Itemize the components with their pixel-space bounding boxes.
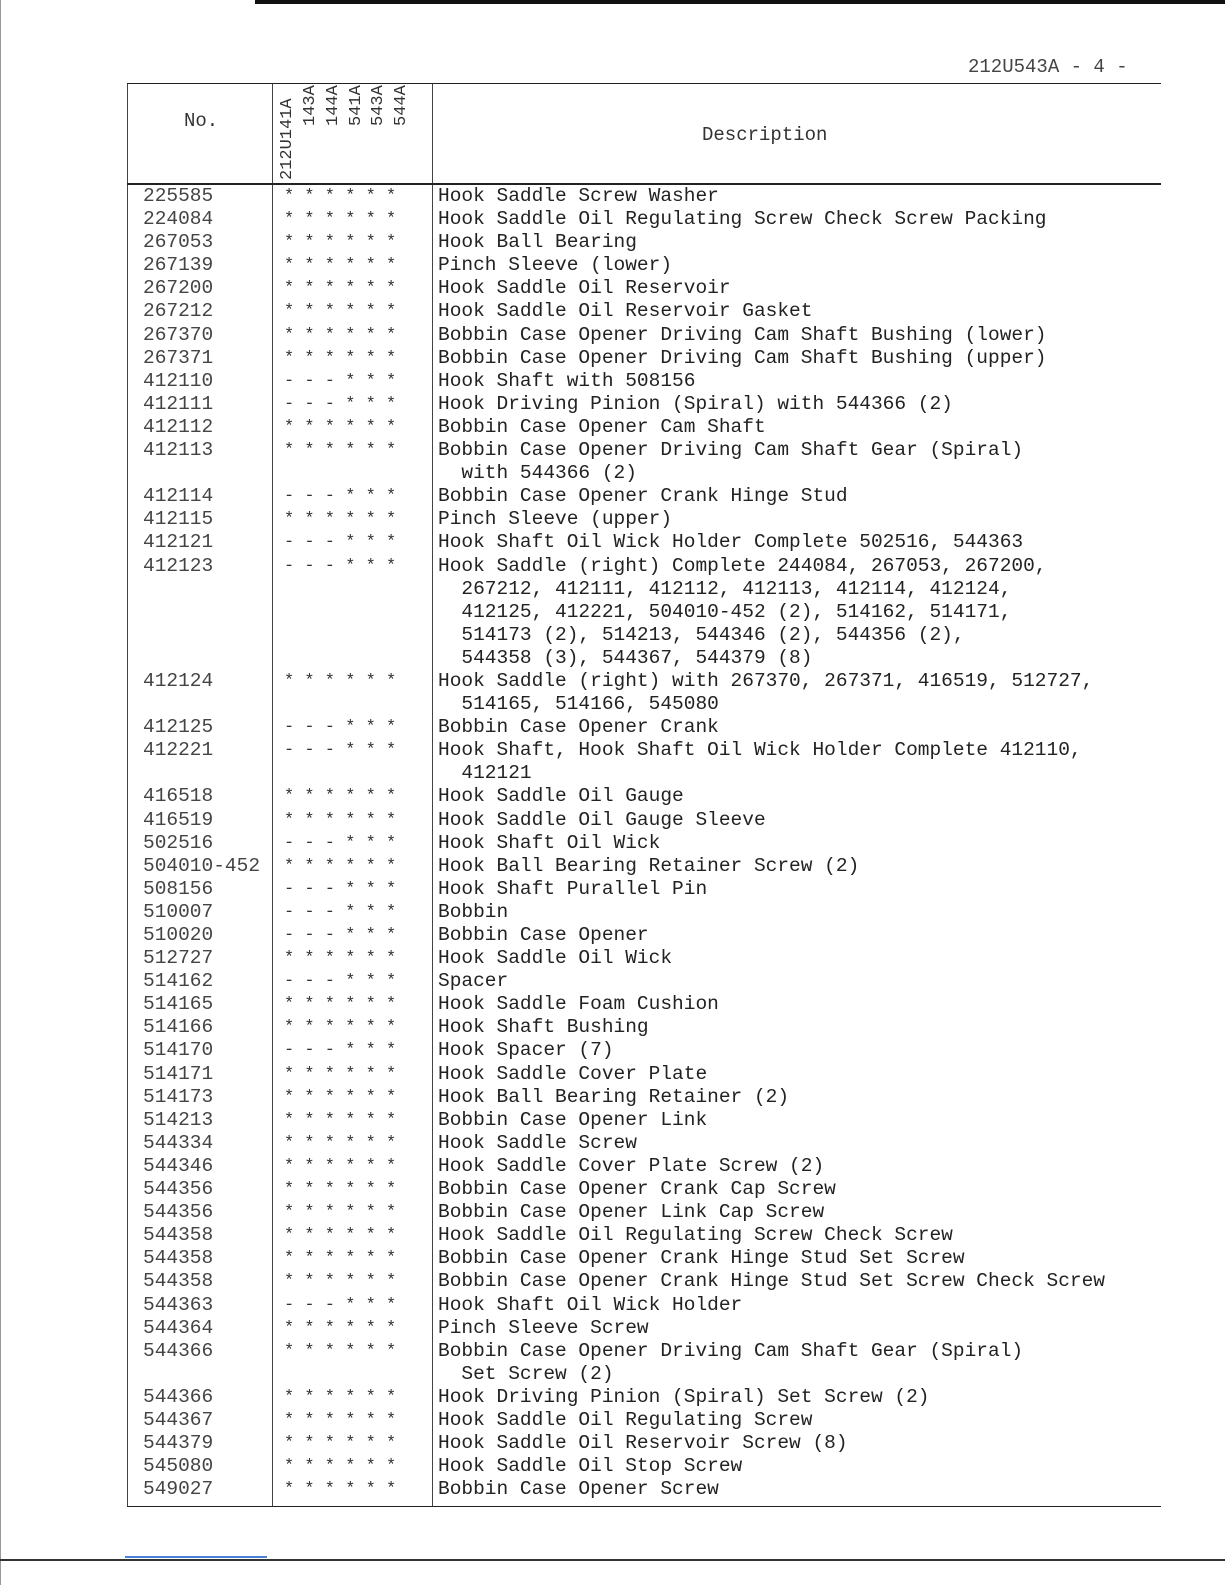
part-description [432, 231, 637, 254]
table-row [127, 1432, 1161, 1455]
part-number: 416519 [143, 808, 214, 831]
model-applicability: * * * * * * [284, 1133, 397, 1153]
model-applicability: * * * * * * [284, 1064, 397, 1084]
part-number: 514171 [143, 1062, 214, 1085]
model-applicability: * * * * * * [284, 856, 397, 876]
part-number: 544356 [143, 1178, 214, 1201]
model-applicability: * * * * * * [284, 671, 397, 691]
table-row [127, 1409, 1161, 1432]
model-applicability: * * * * * * [284, 256, 397, 276]
part-description [432, 1016, 649, 1039]
table-row [127, 1247, 1161, 1270]
table-row [127, 1386, 1161, 1409]
part-number: 544379 [143, 1432, 214, 1455]
part-number: 514166 [143, 1016, 214, 1039]
model-applicability: - - - * * * [284, 487, 397, 507]
part-description [432, 1086, 789, 1109]
description-line: Hook Shaft Purallel Pin [438, 877, 708, 900]
table-row [127, 485, 1161, 508]
model-applicability: * * * * * * [284, 1180, 397, 1200]
model-applicability: - - - * * * [284, 718, 397, 738]
model-label: 543A [369, 85, 388, 126]
description-line: with 544366 (2) [438, 462, 637, 485]
description-line: Hook Ball Bearing Retainer (2) [438, 1085, 790, 1108]
description-line: Hook Shaft Oil Wick Holder [438, 1293, 743, 1316]
table-row [127, 1317, 1161, 1340]
model-applicability: * * * * * * [284, 441, 397, 461]
part-number: 544366 [143, 1385, 214, 1408]
table-row [127, 716, 1161, 739]
part-description [432, 670, 1093, 716]
parts-table [127, 83, 1161, 1507]
table-row [127, 1455, 1161, 1478]
part-description [432, 1270, 1105, 1293]
part-description [432, 1294, 742, 1317]
part-description [432, 924, 649, 947]
table-row [127, 1178, 1161, 1201]
part-number: 416518 [143, 785, 214, 808]
table-row [127, 901, 1161, 924]
part-number: 412125 [143, 716, 214, 739]
part-number: 512727 [143, 947, 214, 970]
part-description [432, 370, 695, 393]
table-row [127, 832, 1161, 855]
part-description [432, 347, 1047, 370]
part-number: 412221 [143, 739, 214, 762]
table-body [127, 185, 1161, 1501]
model-applicability: * * * * * * [284, 1110, 397, 1130]
description-line: Bobbin Case Opener Crank Cap Screw [438, 1178, 836, 1201]
description-line: Bobbin [438, 900, 509, 923]
description-line: Hook Saddle (right) Complete 244084, 267053, 267200, [438, 554, 1047, 577]
table-row [127, 508, 1161, 531]
table-row [127, 324, 1161, 347]
part-description [432, 832, 660, 855]
part-description [432, 508, 672, 531]
part-number: 544364 [143, 1316, 214, 1339]
table-row [127, 185, 1161, 208]
part-number: 504010-452 [143, 854, 261, 877]
model-applicability: - - - * * * [284, 902, 397, 922]
model-applicability: * * * * * * [284, 995, 397, 1015]
table-row [127, 393, 1161, 416]
description-line: Bobbin Case Opener Link [438, 1108, 708, 1131]
header-models [279, 84, 429, 180]
table-row [127, 878, 1161, 901]
table-row [127, 1132, 1161, 1155]
description-line: Hook Saddle Oil Gauge Sleeve [438, 808, 766, 831]
table-row [127, 300, 1161, 323]
description-line: Bobbin Case Opener Screw [438, 1478, 719, 1501]
part-description [432, 1317, 649, 1340]
model-applicability: * * * * * * [284, 1387, 397, 1407]
top-rule [255, 0, 1225, 4]
table-row [127, 1478, 1161, 1501]
model-applicability: - - - * * * [284, 926, 397, 945]
description-line: 267212, 412111, 412112, 412113, 412114, 412124, [438, 577, 1012, 600]
table-row [127, 947, 1161, 970]
part-number: 544358 [143, 1224, 214, 1247]
description-line: Bobbin Case Opener Cam Shaft [438, 415, 766, 438]
part-number: 510007 [143, 900, 214, 923]
part-number: 267371 [143, 346, 214, 369]
page-edge [0, 0, 1, 1585]
page-reference: 212U543A - 4 - [968, 56, 1128, 78]
part-description [432, 855, 859, 878]
model-label: 544A [392, 85, 411, 126]
part-description [432, 208, 1047, 231]
part-number: 544358 [143, 1247, 214, 1270]
part-number: 502516 [143, 831, 214, 854]
part-number: 267053 [143, 231, 214, 254]
part-description [432, 809, 766, 832]
table-row [127, 1063, 1161, 1086]
description-line: Hook Saddle Oil Reservoir Screw (8) [438, 1432, 848, 1455]
table-row [127, 1270, 1161, 1293]
table-row [127, 1294, 1161, 1317]
part-description [432, 1386, 929, 1409]
part-description [432, 1455, 742, 1478]
part-number: 510020 [143, 924, 214, 946]
table-row [127, 785, 1161, 808]
model-applicability: * * * * * * [284, 348, 397, 368]
model-applicability: - - - * * * [284, 533, 397, 553]
part-description [432, 1039, 614, 1062]
description-line: Hook Saddle Cover Plate Screw (2) [438, 1154, 825, 1177]
model-label: 541A [347, 85, 366, 126]
part-description [432, 1155, 824, 1178]
part-description [432, 1132, 637, 1155]
part-description [432, 531, 1023, 554]
part-number: 544334 [143, 1131, 214, 1154]
description-line: Hook Shaft Oil Wick Holder Complete 502516, 544363 [438, 531, 1024, 554]
table-row [127, 1016, 1161, 1039]
description-line: 514173 (2), 514213, 544346 (2), 544356 (2), [438, 623, 965, 646]
description-line: 514165, 514166, 545080 [438, 693, 719, 716]
model-applicability: - - - * * * [284, 556, 397, 576]
description-line: Bobbin Case Opener Link Cap Screw [438, 1201, 825, 1224]
table-row [127, 1039, 1161, 1062]
part-number: 544363 [143, 1293, 214, 1316]
part-description [432, 1178, 836, 1201]
description-line: 412121 [438, 762, 532, 785]
part-number: 412114 [143, 485, 214, 508]
table-row [127, 1224, 1161, 1247]
description-line: Hook Saddle Cover Plate [438, 1062, 708, 1085]
description-line: Hook Saddle Foam Cushion [438, 993, 719, 1016]
description-line: Hook Driving Pinion (Spiral) Set Screw (2) [438, 1385, 930, 1408]
part-description [432, 439, 1023, 485]
model-applicability: * * * * * * [284, 1087, 397, 1107]
table-row [127, 231, 1161, 254]
part-number: 544356 [143, 1201, 214, 1224]
part-number: 514170 [143, 1039, 214, 1062]
model-applicability: * * * * * * [284, 787, 397, 807]
part-number: 549027 [143, 1478, 214, 1501]
model-label: 212U141A [278, 98, 297, 180]
table-row [127, 924, 1161, 947]
description-line: Hook Saddle Oil Wick [438, 947, 673, 970]
part-number: 412121 [143, 531, 214, 554]
part-description [432, 1109, 707, 1132]
description-line: Hook Shaft, Hook Shaft Oil Wick Holder Complete 412110, [438, 739, 1082, 762]
description-line: Bobbin Case Opener Crank Hinge Stud [438, 485, 848, 508]
model-applicability: * * * * * * [284, 1272, 397, 1292]
part-description [432, 1063, 707, 1086]
model-applicability: * * * * * * [284, 1480, 397, 1500]
description-line: Pinch Sleeve (lower) [438, 254, 673, 277]
part-description [432, 185, 719, 208]
part-description [432, 970, 508, 993]
part-number: 545080 [143, 1455, 214, 1478]
part-number: 544358 [143, 1270, 214, 1293]
model-applicability: * * * * * * [284, 325, 397, 345]
model-applicability: * * * * * * [284, 1457, 397, 1477]
model-label: 143A [301, 85, 320, 126]
description-line: Hook Saddle Oil Regulating Screw [438, 1408, 813, 1431]
description-line: Hook Saddle Oil Gauge [438, 785, 684, 808]
description-line: Hook Saddle Screw [438, 1131, 637, 1154]
part-description [432, 254, 672, 277]
description-line: Hook Driving Pinion (Spiral) with 544366 (2) [438, 392, 953, 415]
part-number: 224084 [143, 208, 214, 231]
part-number: 544367 [143, 1408, 214, 1431]
model-applicability: - - - * * * [284, 371, 397, 391]
description-line: 544358 (3), 544367, 544379 (8) [438, 646, 813, 669]
part-description [432, 947, 672, 970]
description-line: Hook Saddle Oil Stop Screw [438, 1455, 743, 1478]
table-row [127, 1201, 1161, 1224]
header-description: Description [702, 124, 828, 146]
description-line: Hook Saddle Oil Regulating Screw Check Screw [438, 1224, 953, 1247]
table-row [127, 347, 1161, 370]
model-applicability: * * * * * * [284, 1410, 397, 1430]
part-number: 225585 [143, 185, 214, 207]
part-number: 412112 [143, 415, 214, 438]
model-applicability: - - - * * * [284, 833, 397, 853]
part-description [432, 277, 731, 300]
part-number: 412113 [143, 439, 214, 462]
table-row [127, 739, 1161, 785]
part-number: 544346 [143, 1154, 214, 1177]
model-applicability: * * * * * * [284, 1018, 397, 1038]
part-description [432, 739, 1082, 785]
table-row [127, 670, 1161, 716]
part-number: 514165 [143, 993, 214, 1016]
part-number: 267370 [143, 323, 214, 346]
model-applicability: * * * * * * [284, 302, 397, 322]
table-row [127, 208, 1161, 231]
model-applicability: - - - * * * [284, 879, 397, 899]
header-no: No. [184, 110, 219, 132]
description-line: Bobbin Case Opener Crank Hinge Stud Set Screw Check Screw [438, 1270, 1106, 1293]
table-row [127, 277, 1161, 300]
description-line: Bobbin Case Opener Driving Cam Shaft Bushing (lower) [438, 323, 1047, 346]
part-description [432, 300, 812, 323]
table-row [127, 1340, 1161, 1386]
table-row [127, 254, 1161, 277]
model-applicability: * * * * * * [284, 1249, 397, 1269]
table-row [127, 970, 1161, 993]
part-number: 544366 [143, 1339, 214, 1362]
blue-mark [125, 1556, 267, 1558]
description-line: Set Screw (2) [438, 1362, 614, 1385]
part-description [432, 1224, 953, 1247]
part-number: 267200 [143, 277, 214, 300]
model-applicability: * * * * * * [284, 233, 397, 253]
table-row [127, 416, 1161, 439]
model-applicability: - - - * * * [284, 1295, 397, 1315]
description-line: Hook Saddle Oil Regulating Screw Check Screw Packing [438, 208, 1047, 231]
model-applicability: * * * * * * [284, 279, 397, 299]
part-description [432, 1409, 812, 1432]
description-line: Bobbin Case Opener Driving Cam Shaft Bushing (upper) [438, 346, 1047, 369]
model-applicability: * * * * * * [284, 1226, 397, 1246]
part-number: 412115 [143, 508, 214, 531]
model-applicability: * * * * * * [284, 210, 397, 230]
description-line: 412125, 412221, 504010-452 (2), 514162, 514171, [438, 600, 1012, 623]
description-line: Hook Shaft Oil Wick [438, 831, 661, 854]
model-applicability: - - - * * * [284, 741, 397, 761]
description-line: Hook Saddle Oil Reservoir Gasket [438, 300, 813, 323]
description-line: Spacer [438, 970, 509, 993]
part-description [432, 785, 684, 808]
table-row [127, 555, 1161, 670]
table-row [127, 809, 1161, 832]
part-description [432, 393, 953, 416]
part-description [432, 1432, 848, 1455]
model-label: 144A [324, 85, 343, 126]
part-description [432, 993, 719, 1016]
table-row [127, 993, 1161, 1016]
part-number: 514213 [143, 1108, 214, 1131]
table-row [127, 1086, 1161, 1109]
description-line: Bobbin Case Opener Driving Cam Shaft Gear (Spiral) [438, 439, 1024, 462]
part-number: 267139 [143, 254, 214, 277]
table-row [127, 531, 1161, 554]
table-row [127, 1155, 1161, 1178]
part-description [432, 1478, 719, 1501]
description-line: Bobbin Case Opener [438, 924, 649, 946]
model-applicability: * * * * * * [284, 417, 397, 437]
model-applicability: * * * * * * [284, 1341, 397, 1361]
description-line: Hook Spacer (7) [438, 1039, 614, 1062]
part-description [432, 1247, 965, 1270]
description-line: Bobbin Case Opener Driving Cam Shaft Gear (Spiral) [438, 1339, 1024, 1362]
part-description [432, 716, 719, 739]
part-description [432, 416, 766, 439]
part-number: 412124 [143, 669, 214, 692]
table-row [127, 855, 1161, 878]
part-number: 514173 [143, 1085, 214, 1108]
model-applicability: * * * * * * [284, 1434, 397, 1454]
part-description [432, 324, 1047, 347]
model-applicability: * * * * * * [284, 810, 397, 830]
description-line: Hook Saddle Screw Washer [438, 185, 719, 207]
description-line: Hook Shaft Bushing [438, 1016, 649, 1039]
description-line: Pinch Sleeve Screw [438, 1316, 649, 1339]
model-applicability: * * * * * * [284, 1318, 397, 1338]
part-description [432, 485, 848, 508]
part-description [432, 555, 1047, 670]
model-applicability: * * * * * * [284, 949, 397, 969]
part-number: 508156 [143, 877, 214, 900]
part-number: 514162 [143, 970, 214, 993]
model-applicability: * * * * * * [284, 1203, 397, 1223]
model-applicability: - - - * * * [284, 972, 397, 992]
table-row [127, 439, 1161, 485]
part-number: 412111 [143, 392, 214, 415]
description-line: Hook Ball Bearing Retainer Screw (2) [438, 854, 860, 877]
description-line: Hook Shaft with 508156 [438, 369, 696, 392]
part-description [432, 1201, 824, 1224]
model-applicability: - - - * * * [284, 1041, 397, 1061]
model-applicability: * * * * * * [284, 510, 397, 530]
part-description [432, 1340, 1023, 1386]
part-number: 267212 [143, 300, 214, 323]
model-applicability: * * * * * * [284, 1156, 397, 1176]
description-line: Pinch Sleeve (upper) [438, 508, 673, 531]
table-row [127, 1109, 1161, 1132]
model-applicability: * * * * * * [284, 187, 397, 206]
description-line: Bobbin Case Opener Crank [438, 716, 719, 739]
part-number: 412123 [143, 554, 214, 577]
part-description [432, 901, 508, 924]
part-number: 412110 [143, 369, 214, 392]
table-row [127, 370, 1161, 393]
description-line: Hook Ball Bearing [438, 231, 637, 254]
description-line: Bobbin Case Opener Crank Hinge Stud Set Screw [438, 1247, 965, 1270]
bottom-rule [0, 1559, 1225, 1561]
part-description [432, 878, 707, 901]
description-line: Hook Saddle (right) with 267370, 267371, 416519, 512727, [438, 669, 1094, 692]
model-applicability: - - - * * * [284, 394, 397, 414]
description-line: Hook Saddle Oil Reservoir [438, 277, 731, 300]
